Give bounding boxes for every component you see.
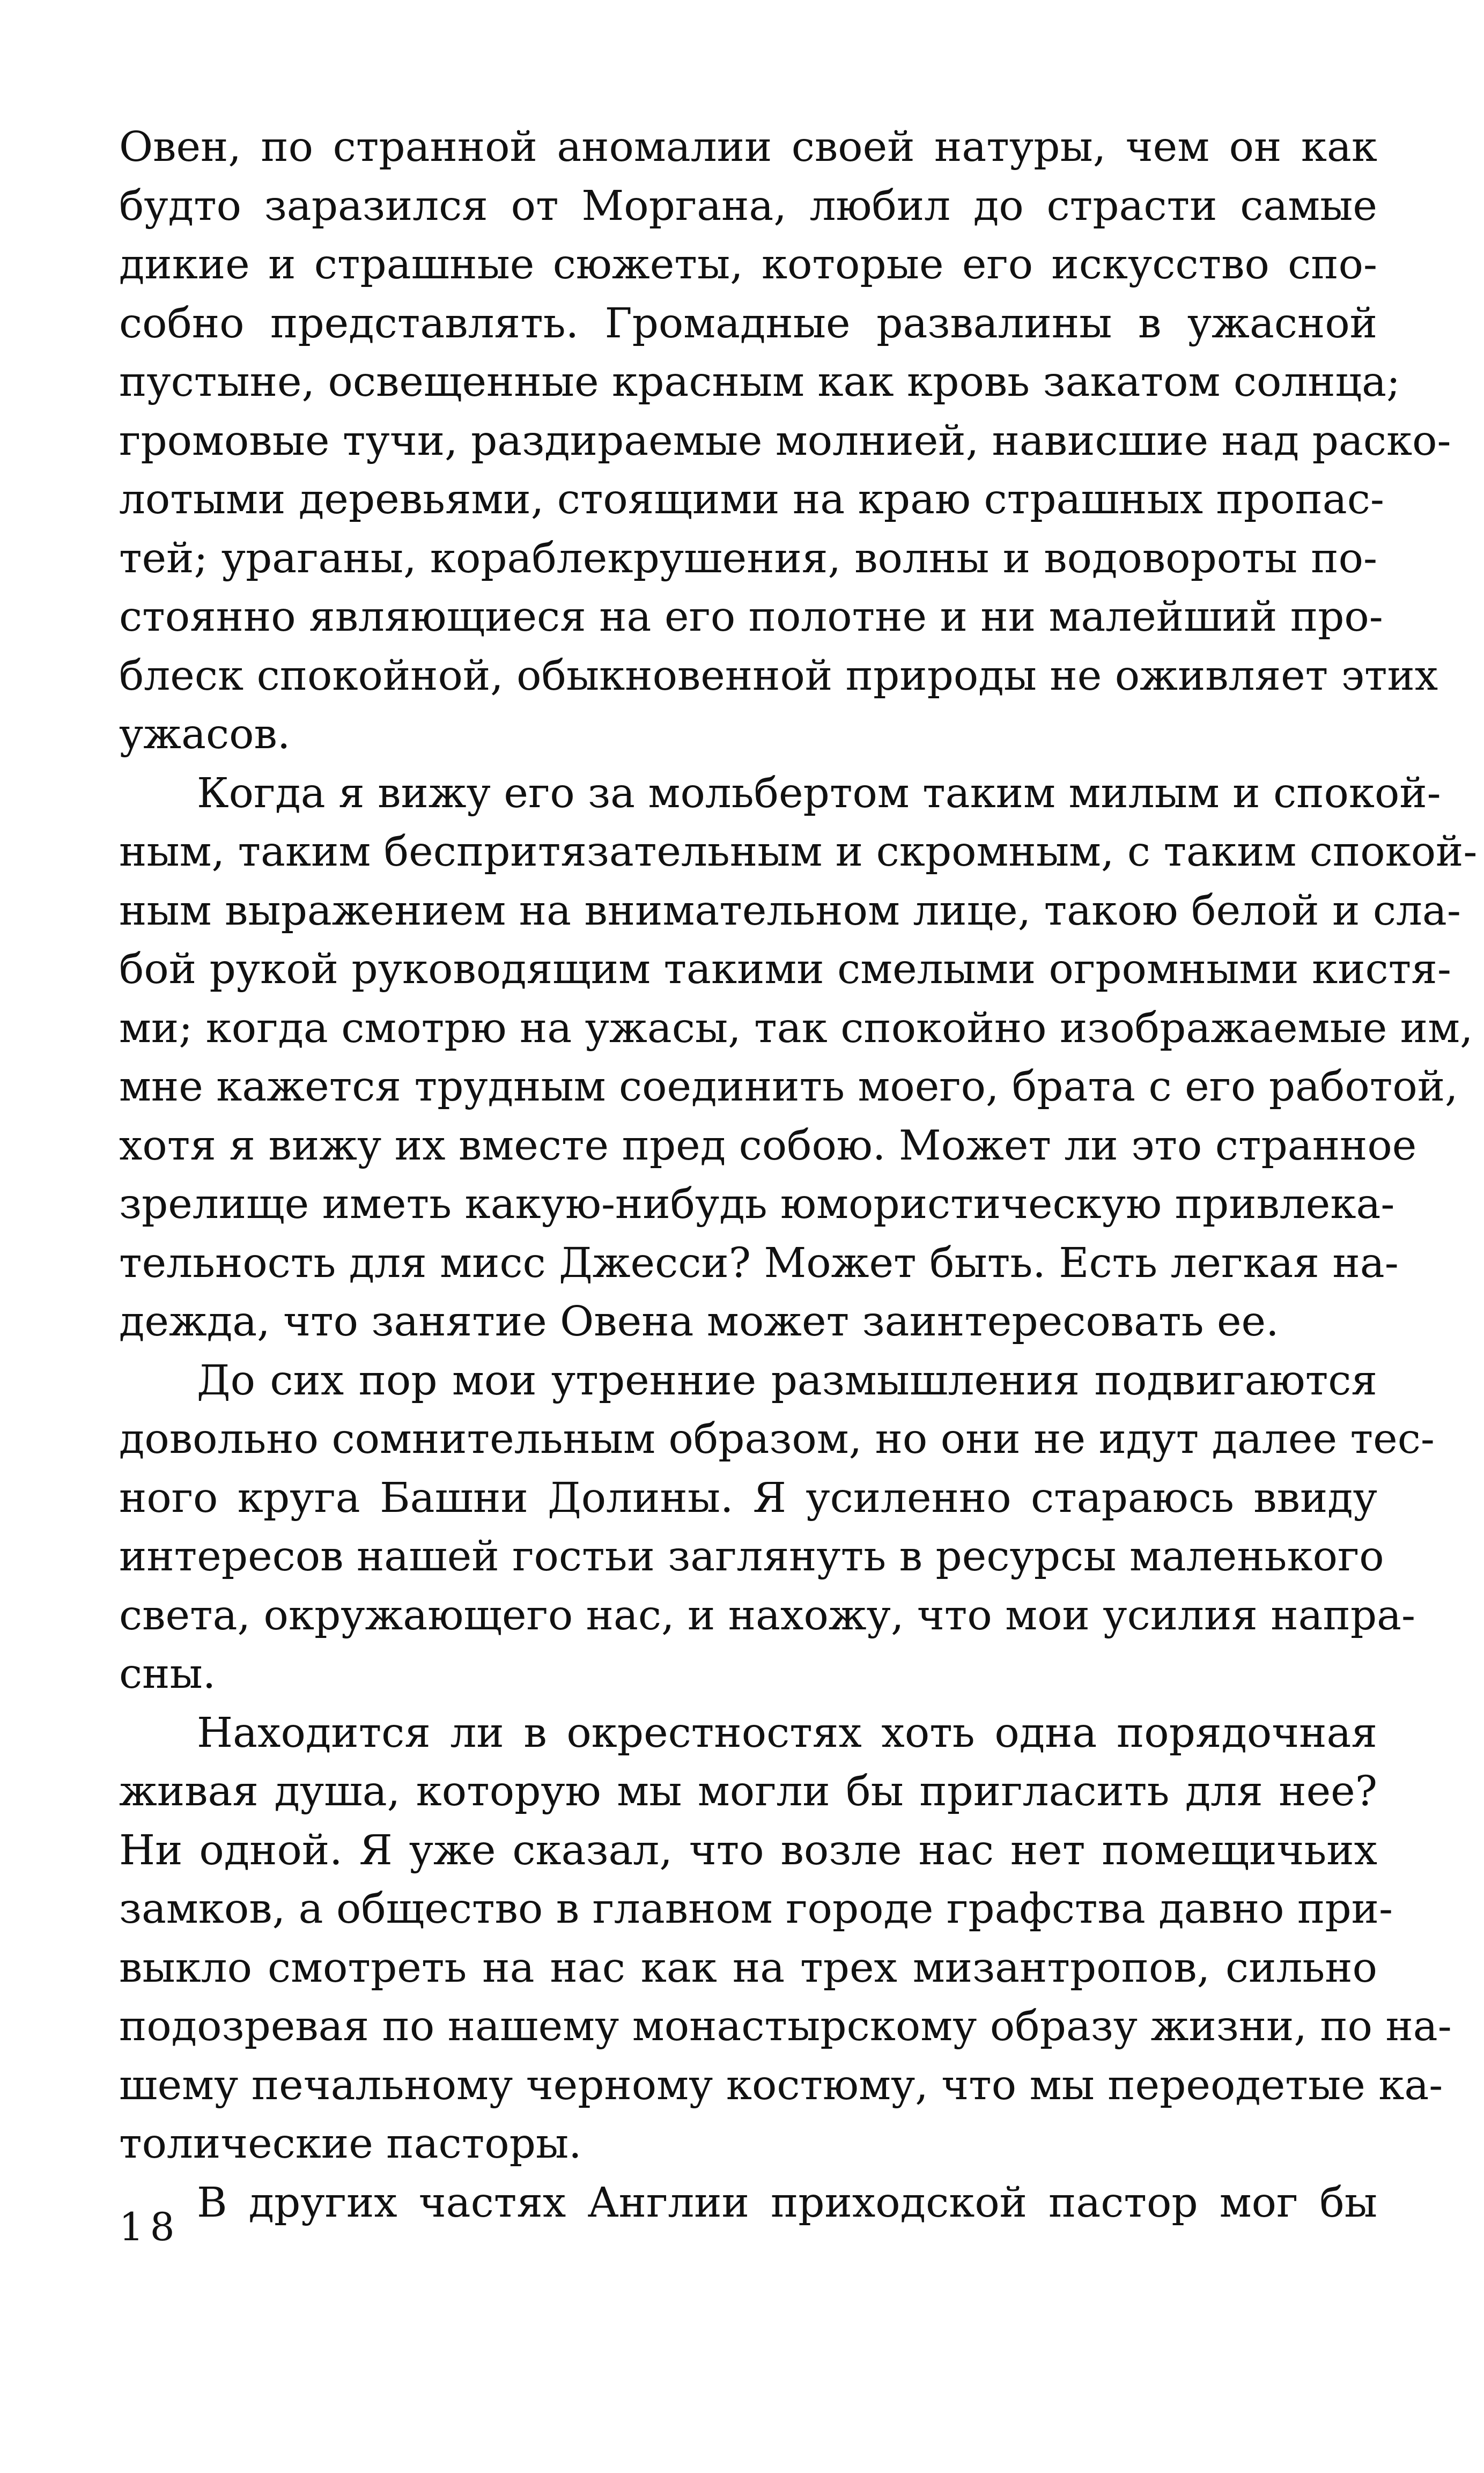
text-line: сны. [119,1650,216,1698]
text-line: света, окружающего нас, и нахожу, что мои усилия напра- [119,1591,1416,1640]
text-line: громовые тучи, раздираемые молнией, нависшие над раско- [119,417,1451,465]
text-line: живая душа, которую мы могли бы пригласить для нее? [119,1768,1377,1815]
text-line: собно представлять. Громадные развалины в ужасной [119,299,1377,348]
text-line: шему печальному черному костюму, что мы переодетые ка- [119,2061,1443,2109]
text-line: толические пасторы. [119,2120,582,2168]
text-line: подозревая по нашему монастырскому образу жизни, по на- [119,2003,1452,2050]
body-text [119,118,1478,2232]
text-line: интересов нашей гостьи заглянуть в ресурсы маленького [119,1533,1384,1581]
text-line: ным, таким беспритязательным и скромным, с таким спокой- [119,828,1478,876]
text-line: Овен, по странной аномалии своей натуры, чем он как [119,123,1377,171]
text-line: тей; ураганы, кораблекрушения, волны и водовороты по- [119,534,1377,582]
text-line: замков, а общество в главном городе графства давно при- [119,1885,1393,1933]
text-line: ужасов. [119,711,291,758]
paragraph-first-line: Находится ли в окрестностях хоть одна порядочная [197,1709,1377,1757]
text-line: Ни одной. Я уже сказал, что возле нас нет помещичьих [119,1826,1377,1874]
text-line: блеск спокойной, обыкновенной природы не оживляет этих [119,652,1438,700]
text-line: зрелище иметь какую-нибудь юмористическую привлека- [119,1180,1395,1228]
text-line: хотя я вижу их вместе пред собою. Может ли это странное [119,1121,1417,1170]
text-line: стоянно являющиеся на его полотне и ни малейший про- [119,593,1383,641]
paragraph-first-line: Когда я вижу его за мольбертом таким милым и спокой- [197,769,1441,817]
text-line: дежда, что занятие Овена может заинтересовать ее. [119,1298,1279,1346]
text-line: бой рукой руководящим такими смелыми огромными кистя- [119,946,1451,993]
text-line: будто заразился от Моргана, любил до страсти самые [119,182,1377,230]
paragraph-first-line: До сих пор мои утренние размышления подвигаются [197,1356,1377,1405]
text-line: ми; когда смотрю на ужасы, так спокойно изображаемые им, [119,1004,1473,1052]
text-line: ного круга Башни Долины. Я усиленно стараюсь ввиду [119,1474,1377,1522]
text-line: выкло смотреть на нас как на трех мизантропов, сильно [119,1944,1377,1992]
text-line: тельность для мисс Джесси? Может быть. Есть легкая на- [119,1239,1399,1287]
text-line: лотыми деревьями, стоящими на краю страшных пропас- [119,476,1384,523]
paragraph-first-line: В других частях Англии приходской пастор мог бы [197,2179,1377,2227]
text-line: пустыне, освещенные красным как кровь закатом солнца; [119,358,1400,406]
text-line: мне кажется трудным соединить моего, брата с его работой, [119,1063,1458,1111]
text-line: дикие и страшные сюжеты, которые его искусство спо- [119,241,1377,289]
text-line: довольно сомнительным образом, но они не идут далее тес- [119,1415,1435,1463]
text-line: ным выражением на внимательном лице, такою белой и сла- [119,887,1461,935]
page-number: 18 [119,2204,181,2249]
